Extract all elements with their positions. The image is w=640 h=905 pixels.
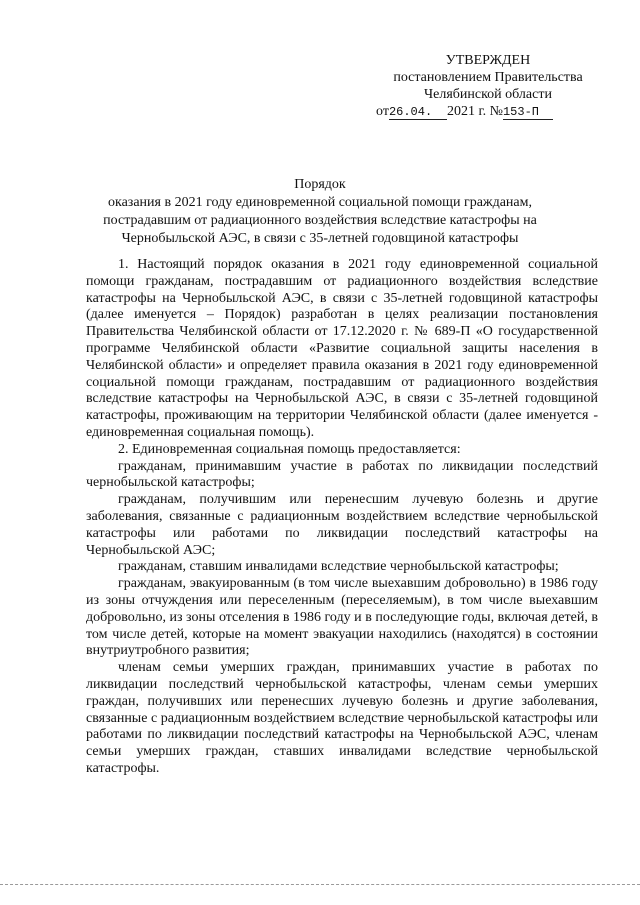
approval-number-handwritten: 153-П bbox=[503, 106, 553, 120]
document-body bbox=[86, 257, 598, 778]
paragraph-2: 2. Единовременная социальная помощь предоставляется: bbox=[118, 441, 461, 457]
approval-title: УТВЕРЖДЕН bbox=[445, 53, 531, 68]
approval-from-prefix: от bbox=[376, 104, 389, 119]
heading-line-3: Чернобыльской АЭС, в связи с 35-летней годовщиной катастрофы bbox=[121, 231, 519, 246]
paragraph-5: гражданам, ставшим инвалидами вследствие чернобыльской катастрофы; bbox=[118, 559, 559, 575]
document-heading bbox=[60, 176, 580, 248]
paragraph-7: членам семьи умерших граждан, принимавших участие в работах по ликвидации последствий чернобыльской катастрофы, членам семьи умерших граждан, получивших или перенесших лучевую болезнь и другие заболевания, связанные с радиационным воздействием вследствие чернобыльской катастрофы или работами по ликвидации последствий катастрофы на Чернобыльской АЭС, членам семьи умерших граждан, ставших инвалидами вследствие чернобыльской катастрофы. bbox=[86, 660, 598, 776]
approval-stamp bbox=[368, 52, 608, 120]
paragraph-6: гражданам, эвакуированным (в том числе выехавшим добровольно) в 1986 году из зоны отчуждения или переселенным (переселяемым), в том числе выехавшим добровольно, из зоны отселения в 1986 году и в последующие годы, включая детей, в том числе детей, которые на момент эвакуации находились (находятся) в состоянии внутриутробного развития; bbox=[86, 576, 598, 659]
approval-date-line bbox=[368, 103, 608, 120]
heading-title: Порядок bbox=[294, 177, 346, 192]
heading-line-1: оказания в 2021 году единовременной социальной помощи гражданам, bbox=[108, 195, 532, 210]
paragraph-4: гражданам, получившим или перенесшим лучевую болезнь и другие заболевания, связанные с радиационным воздействием вследствие чернобыльской катастрофы или работами по ликвидации последствий катастрофы на Чернобыльской АЭС; bbox=[86, 492, 598, 558]
page-bottom-divider bbox=[0, 884, 640, 885]
paragraph-1: 1. Настоящий порядок оказания в 2021 году единовременной социальной помощи гражданам, пострадавшим от радиационного воздействия вследствие катастрофы на Чернобыльской АЭС, в связи с 35-летней годовщиной катастрофы (далее именуется – Порядок) разработан в целях реализации постановления Правительства Челябинской области от 17.12.2020 г. № 689-П «О государственной программе Челябинской области «Развитие социальной защиты населения в Челябинской области» и определяет правила оказания в 2021 году единовременной социальной помощи гражданам, пострадавшим от радиационного воздействия вследствие катастрофы на Чернобыльской АЭС, в связи с 35-летней годовщиной катастрофы, проживающим на территории Челябинской области (далее именуется - единовременная социальная помощь). bbox=[86, 257, 598, 440]
approval-date-handwritten: 26.04. bbox=[389, 106, 447, 120]
paragraph-3: гражданам, принимавшим участие в работах по ликвидации последствий чернобыльской катастрофы; bbox=[86, 458, 598, 491]
approval-line-region: Челябинской области bbox=[424, 87, 552, 102]
heading-line-2: пострадавшим от радиационного воздействия вследствие катастрофы на bbox=[103, 213, 537, 228]
approval-year-text: 2021 г. № bbox=[446, 104, 503, 119]
approval-line-resolution: постановлением Правительства bbox=[393, 70, 583, 85]
